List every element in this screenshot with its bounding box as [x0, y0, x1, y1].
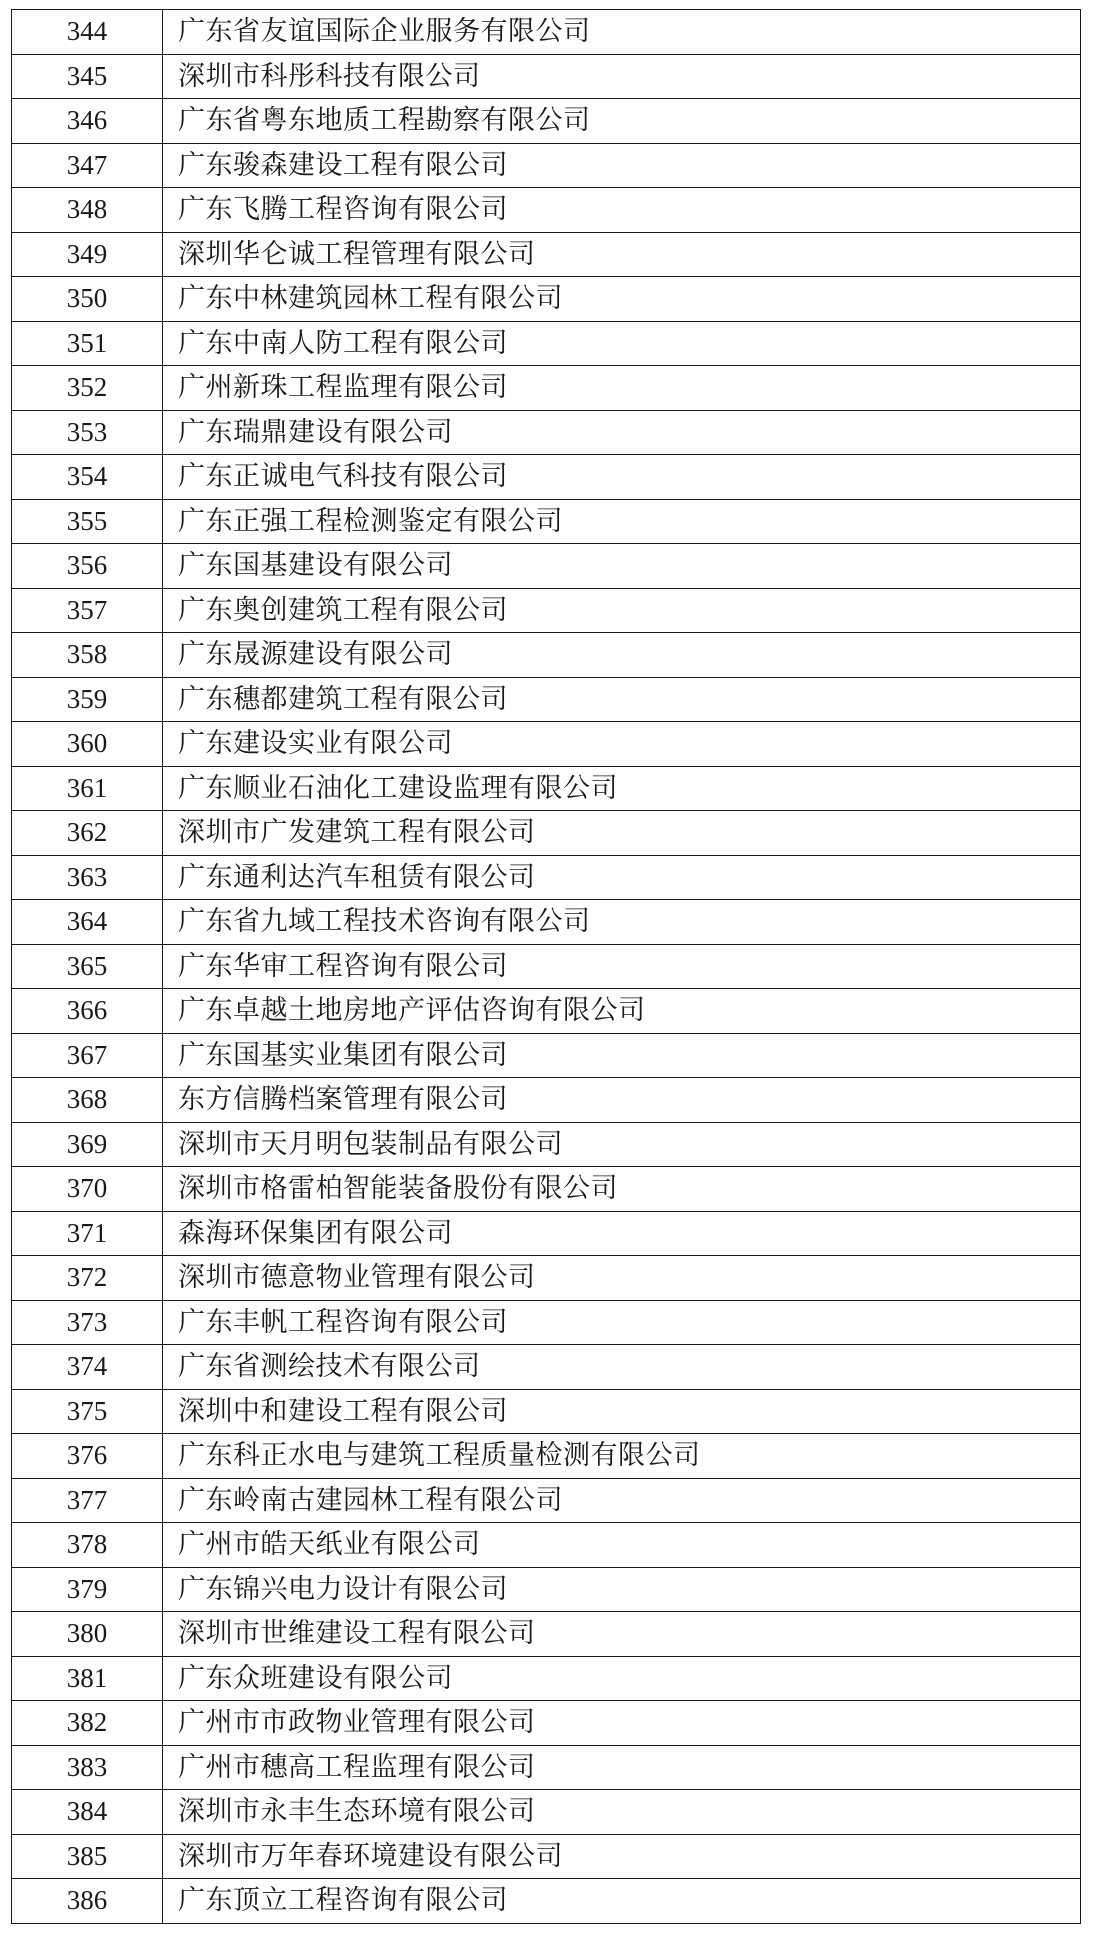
company-name: 广东省测绘技术有限公司 — [163, 1345, 1081, 1390]
table-row — [12, 143, 1081, 188]
table-row — [12, 1122, 1081, 1167]
company-name: 广东建设实业有限公司 — [163, 722, 1081, 767]
row-number: 344 — [12, 10, 163, 55]
table-row — [12, 1211, 1081, 1256]
company-name: 广东顺业石油化工建设监理有限公司 — [163, 766, 1081, 811]
row-number: 370 — [12, 1167, 163, 1212]
row-number: 371 — [12, 1211, 163, 1256]
company-name: 森海环保集团有限公司 — [163, 1211, 1081, 1256]
table-row — [12, 321, 1081, 366]
table-row — [12, 455, 1081, 500]
company-name: 广东晟源建设有限公司 — [163, 633, 1081, 678]
row-number: 377 — [12, 1478, 163, 1523]
table-row — [12, 766, 1081, 811]
row-number: 349 — [12, 232, 163, 277]
company-table — [11, 9, 1081, 1924]
company-name: 广州市皓天纸业有限公司 — [163, 1523, 1081, 1568]
company-name: 广州新珠工程监理有限公司 — [163, 366, 1081, 411]
table-row — [12, 499, 1081, 544]
company-name: 深圳中和建设工程有限公司 — [163, 1389, 1081, 1434]
row-number: 381 — [12, 1656, 163, 1701]
table-row — [12, 1345, 1081, 1390]
company-name: 广东科正水电与建筑工程质量检测有限公司 — [163, 1434, 1081, 1479]
table-row — [12, 1701, 1081, 1746]
table-row — [12, 900, 1081, 945]
row-number: 359 — [12, 677, 163, 722]
company-name: 深圳市广发建筑工程有限公司 — [163, 811, 1081, 856]
company-name: 广东正诚电气科技有限公司 — [163, 455, 1081, 500]
company-name: 深圳市永丰生态环境有限公司 — [163, 1790, 1081, 1835]
company-name: 深圳市万年春环境建设有限公司 — [163, 1834, 1081, 1879]
company-name: 广东飞腾工程咨询有限公司 — [163, 188, 1081, 233]
table-row — [12, 1434, 1081, 1479]
row-number: 363 — [12, 855, 163, 900]
table-row — [12, 1567, 1081, 1612]
row-number: 360 — [12, 722, 163, 767]
row-number: 361 — [12, 766, 163, 811]
table-row — [12, 1745, 1081, 1790]
table-row — [12, 1612, 1081, 1657]
row-number: 345 — [12, 54, 163, 99]
row-number: 383 — [12, 1745, 163, 1790]
company-name: 广东省粤东地质工程勘察有限公司 — [163, 99, 1081, 144]
table-row — [12, 54, 1081, 99]
company-name: 广东省九域工程技术咨询有限公司 — [163, 900, 1081, 945]
row-number: 365 — [12, 944, 163, 989]
table-row — [12, 1478, 1081, 1523]
row-number: 348 — [12, 188, 163, 233]
company-table-body — [12, 10, 1081, 1924]
row-number: 374 — [12, 1345, 163, 1390]
table-row — [12, 588, 1081, 633]
table-row — [12, 677, 1081, 722]
table-row — [12, 1834, 1081, 1879]
row-number: 362 — [12, 811, 163, 856]
company-name: 广东丰帆工程咨询有限公司 — [163, 1300, 1081, 1345]
row-number: 356 — [12, 544, 163, 589]
row-number: 372 — [12, 1256, 163, 1301]
table-row — [12, 410, 1081, 455]
row-number: 380 — [12, 1612, 163, 1657]
row-number: 350 — [12, 277, 163, 322]
company-name: 广东正强工程检测鉴定有限公司 — [163, 499, 1081, 544]
company-name: 广东顶立工程咨询有限公司 — [163, 1879, 1081, 1924]
row-number: 382 — [12, 1701, 163, 1746]
company-name: 广东华审工程咨询有限公司 — [163, 944, 1081, 989]
table-row — [12, 1256, 1081, 1301]
row-number: 368 — [12, 1078, 163, 1123]
table-row — [12, 989, 1081, 1034]
row-number: 355 — [12, 499, 163, 544]
table-row — [12, 811, 1081, 856]
company-name: 广东省友谊国际企业服务有限公司 — [163, 10, 1081, 55]
company-name: 深圳市科彤科技有限公司 — [163, 54, 1081, 99]
row-number: 352 — [12, 366, 163, 411]
row-number: 357 — [12, 588, 163, 633]
table-row — [12, 1167, 1081, 1212]
company-name: 广东岭南古建园林工程有限公司 — [163, 1478, 1081, 1523]
company-name: 广东国基建设有限公司 — [163, 544, 1081, 589]
row-number: 347 — [12, 143, 163, 188]
row-number: 386 — [12, 1879, 163, 1924]
table-row — [12, 1033, 1081, 1078]
table-row — [12, 633, 1081, 678]
row-number: 384 — [12, 1790, 163, 1835]
table-row — [12, 188, 1081, 233]
row-number: 366 — [12, 989, 163, 1034]
row-number: 379 — [12, 1567, 163, 1612]
table-row — [12, 99, 1081, 144]
table-row — [12, 944, 1081, 989]
table-row — [12, 1523, 1081, 1568]
company-name: 广东通利达汽车租赁有限公司 — [163, 855, 1081, 900]
row-number: 367 — [12, 1033, 163, 1078]
company-name: 广东众班建设有限公司 — [163, 1656, 1081, 1701]
company-list-sheet — [11, 9, 1081, 1924]
row-number: 353 — [12, 410, 163, 455]
table-row — [12, 1790, 1081, 1835]
table-row — [12, 366, 1081, 411]
table-row — [12, 1879, 1081, 1924]
table-row — [12, 1078, 1081, 1123]
row-number: 385 — [12, 1834, 163, 1879]
table-row — [12, 1300, 1081, 1345]
table-row — [12, 1656, 1081, 1701]
table-row — [12, 722, 1081, 767]
row-number: 375 — [12, 1389, 163, 1434]
row-number: 351 — [12, 321, 163, 366]
row-number: 378 — [12, 1523, 163, 1568]
row-number: 346 — [12, 99, 163, 144]
company-name: 广州市穗高工程监理有限公司 — [163, 1745, 1081, 1790]
table-row — [12, 1389, 1081, 1434]
company-name: 广东卓越土地房地产评估咨询有限公司 — [163, 989, 1081, 1034]
company-name: 广东中林建筑园林工程有限公司 — [163, 277, 1081, 322]
company-name: 东方信腾档案管理有限公司 — [163, 1078, 1081, 1123]
table-row — [12, 232, 1081, 277]
row-number: 376 — [12, 1434, 163, 1479]
row-number: 354 — [12, 455, 163, 500]
company-name: 广东奥创建筑工程有限公司 — [163, 588, 1081, 633]
row-number: 358 — [12, 633, 163, 678]
table-row — [12, 544, 1081, 589]
company-name: 深圳市格雷柏智能装备股份有限公司 — [163, 1167, 1081, 1212]
table-row — [12, 277, 1081, 322]
table-row — [12, 10, 1081, 55]
company-name: 深圳市世维建设工程有限公司 — [163, 1612, 1081, 1657]
row-number: 369 — [12, 1122, 163, 1167]
company-name: 广东锦兴电力设计有限公司 — [163, 1567, 1081, 1612]
company-name: 深圳市天月明包装制品有限公司 — [163, 1122, 1081, 1167]
row-number: 364 — [12, 900, 163, 945]
company-name: 深圳市德意物业管理有限公司 — [163, 1256, 1081, 1301]
company-name: 广东穗都建筑工程有限公司 — [163, 677, 1081, 722]
company-name: 广东中南人防工程有限公司 — [163, 321, 1081, 366]
company-name: 广东国基实业集团有限公司 — [163, 1033, 1081, 1078]
row-number: 373 — [12, 1300, 163, 1345]
company-name: 深圳华仑诚工程管理有限公司 — [163, 232, 1081, 277]
table-row — [12, 855, 1081, 900]
company-name: 广东瑞鼎建设有限公司 — [163, 410, 1081, 455]
company-name: 广东骏森建设工程有限公司 — [163, 143, 1081, 188]
company-name: 广州市市政物业管理有限公司 — [163, 1701, 1081, 1746]
